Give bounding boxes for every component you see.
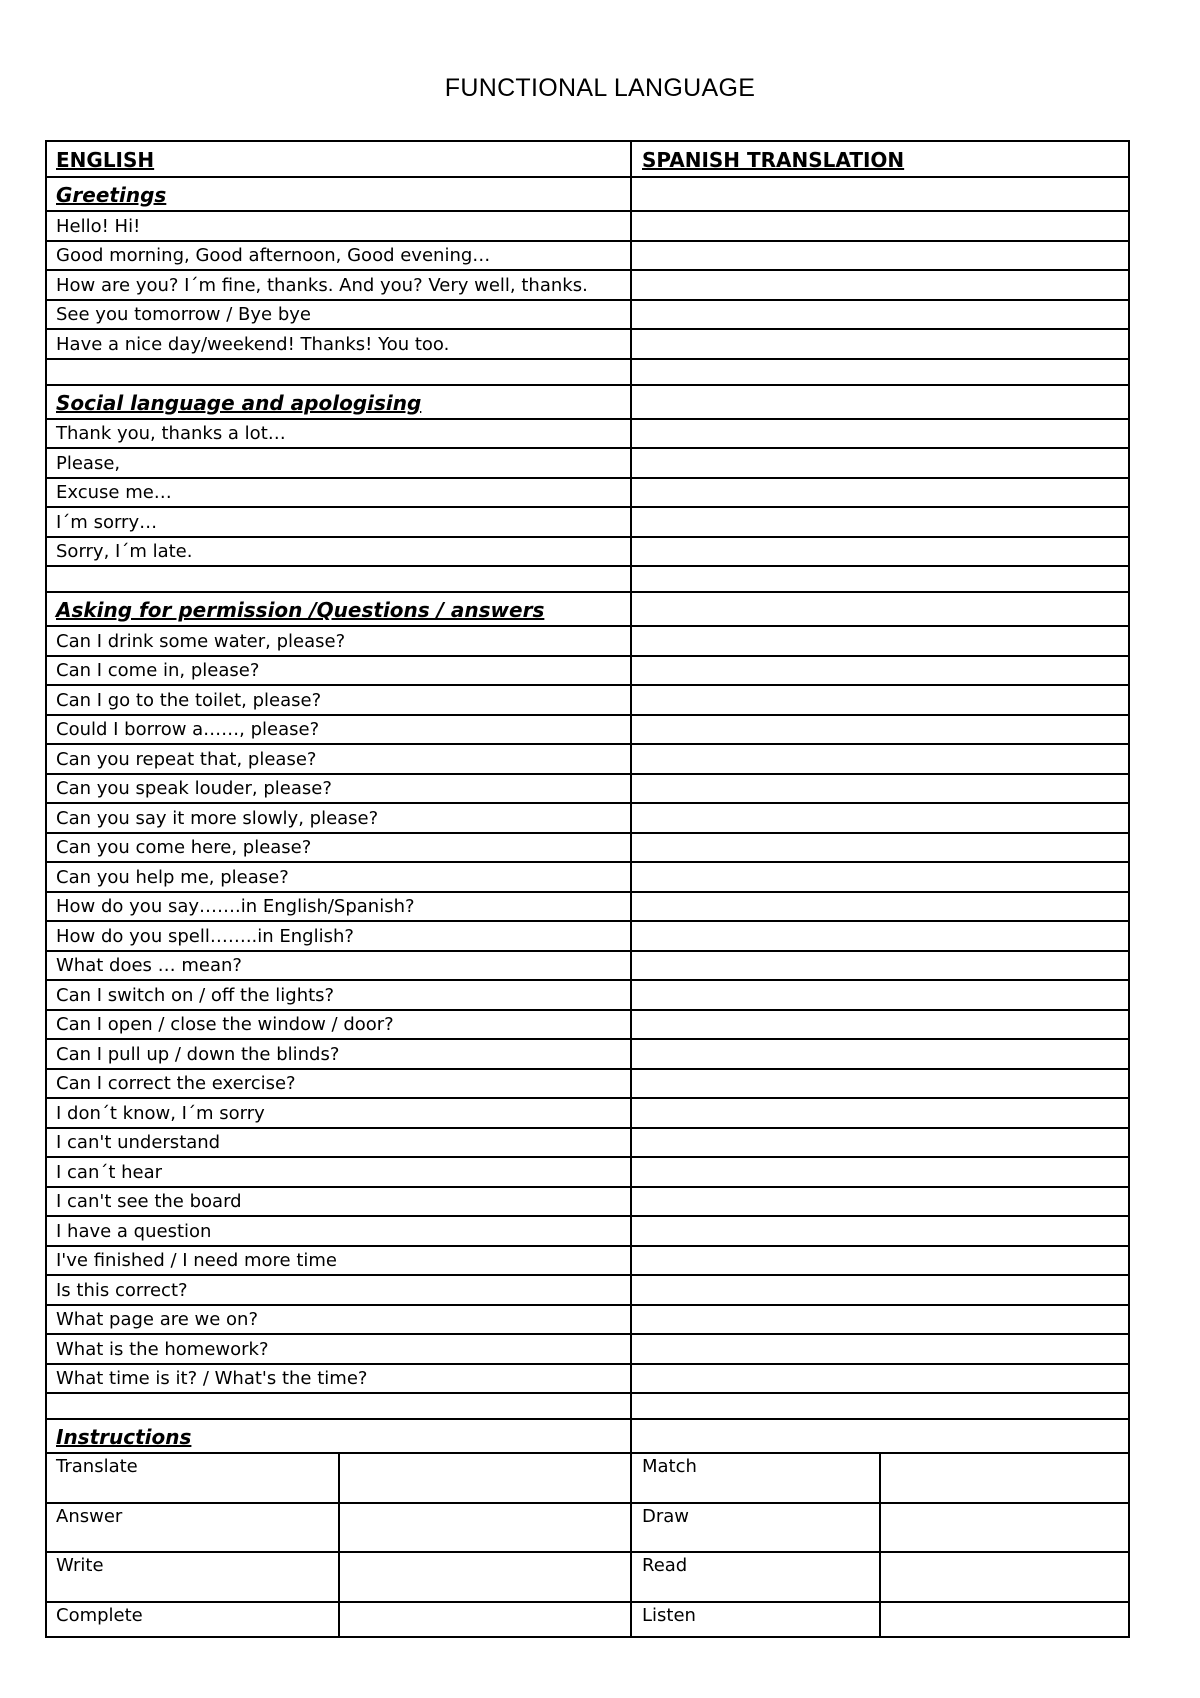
translation-cell[interactable] [632,538,1128,566]
section-heading-row [47,1420,1128,1454]
translation-cell[interactable] [632,1099,1128,1127]
instruction-row [47,1504,1128,1554]
english-phrase: Thank you, thanks a lot… [47,420,632,448]
translation-cell[interactable] [632,893,1128,921]
phrase-row [47,271,1128,301]
translation-cell[interactable] [881,1504,1128,1552]
blank-row [47,1394,1128,1420]
instruction-word: Draw [632,1504,881,1552]
instruction-row [47,1454,1128,1504]
english-phrase: How do you say…….in English/Spanish? [47,893,632,921]
translation-cell[interactable] [632,567,1128,591]
english-phrase: How do you spell……..in English? [47,922,632,950]
phrase-row [47,1188,1128,1218]
english-phrase: Could I borrow a……, please? [47,716,632,744]
english-phrase: I can't see the board [47,1188,632,1216]
translation-cell[interactable] [632,360,1128,384]
translation-cell[interactable] [632,863,1128,891]
translation-cell[interactable] [632,804,1128,832]
translation-cell[interactable] [632,657,1128,685]
table-header-row [47,142,1128,178]
phrase-row [47,1070,1128,1100]
english-phrase [47,1394,632,1418]
translation-cell[interactable] [632,834,1128,862]
english-phrase: I can't understand [47,1129,632,1157]
translation-cell[interactable] [632,593,1128,625]
phrase-row [47,716,1128,746]
translation-cell[interactable] [632,922,1128,950]
translation-cell[interactable] [340,1553,632,1601]
translation-cell[interactable] [632,952,1128,980]
phrase-row [47,1306,1128,1336]
english-phrase: What page are we on? [47,1306,632,1334]
phrase-row [47,212,1128,242]
translation-cell[interactable] [632,1394,1128,1418]
translation-cell[interactable] [340,1603,632,1636]
english-phrase: Can you say it more slowly, please? [47,804,632,832]
english-phrase: What does … mean? [47,952,632,980]
translation-cell[interactable] [632,386,1128,418]
translation-cell[interactable] [881,1553,1128,1601]
english-phrase [47,360,632,384]
translation-cell[interactable] [632,716,1128,744]
english-phrase: I have a question [47,1217,632,1245]
translation-cell[interactable] [632,479,1128,507]
translation-cell[interactable] [340,1504,632,1552]
vocabulary-table [45,140,1130,1638]
english-phrase [47,567,632,591]
english-phrase: Can you repeat that, please? [47,745,632,773]
english-phrase: I can´t hear [47,1158,632,1186]
translation-cell[interactable] [632,686,1128,714]
instruction-word: Match [632,1454,881,1502]
translation-cell[interactable] [340,1454,632,1502]
translation-cell[interactable] [632,212,1128,240]
translation-cell[interactable] [632,1217,1128,1245]
section-heading-row [47,593,1128,627]
phrase-row [47,330,1128,360]
instruction-row [47,1603,1128,1636]
english-phrase: Can you help me, please? [47,863,632,891]
english-phrase: Can I switch on / off the lights? [47,981,632,1009]
section-heading: Social language and apologising [47,386,632,418]
phrase-row [47,1129,1128,1159]
phrase-row [47,1158,1128,1188]
english-phrase: Can I come in, please? [47,657,632,685]
translation-cell[interactable] [632,301,1128,329]
english-phrase: Can I correct the exercise? [47,1070,632,1098]
english-phrase: Excuse me… [47,479,632,507]
instruction-word: Translate [47,1454,340,1502]
phrase-row [47,745,1128,775]
phrase-row [47,1040,1128,1070]
english-phrase: I´m sorry… [47,508,632,536]
instruction-word: Listen [632,1603,881,1636]
translation-cell[interactable] [632,1158,1128,1186]
translation-cell[interactable] [632,775,1128,803]
english-phrase: I don´t know, I´m sorry [47,1099,632,1127]
english-phrase: Can I drink some water, please? [47,627,632,655]
translation-cell[interactable] [881,1454,1128,1502]
blank-row [47,567,1128,593]
phrase-row [47,301,1128,331]
translation-cell[interactable] [632,1306,1128,1334]
section-heading-row [47,178,1128,212]
english-column-header: ENGLISH [47,142,632,176]
translation-cell[interactable] [632,1070,1128,1098]
translation-cell[interactable] [632,1247,1128,1275]
english-phrase: Can you speak louder, please? [47,775,632,803]
phrase-row [47,775,1128,805]
instructions-heading: Instructions [47,1420,632,1452]
phrase-row [47,479,1128,509]
english-phrase: What is the homework? [47,1335,632,1363]
translation-cell[interactable] [632,1335,1128,1363]
translation-cell[interactable] [632,508,1128,536]
english-phrase: I've finished / I need more time [47,1247,632,1275]
translation-cell[interactable] [632,1276,1128,1304]
section-heading-row [47,386,1128,420]
phrase-row [47,922,1128,952]
translation-cell[interactable] [632,745,1128,773]
phrase-row [47,508,1128,538]
section-heading: Asking for permission /Questions / answers [47,593,632,625]
english-phrase: Have a nice day/weekend! Thanks! You too. [47,330,632,358]
phrase-row [47,686,1128,716]
phrase-row [47,1276,1128,1306]
english-phrase: Can I go to the toilet, please? [47,686,632,714]
instruction-word: Complete [47,1603,340,1636]
phrase-row [47,538,1128,568]
section-heading: Greetings [47,178,632,210]
translation-cell[interactable] [632,981,1128,1009]
phrase-row [47,834,1128,864]
translation-cell[interactable] [632,1011,1128,1039]
english-phrase: Can you come here, please? [47,834,632,862]
translation-cell[interactable] [632,1420,1128,1452]
translation-cell[interactable] [632,1188,1128,1216]
instruction-word: Read [632,1553,881,1601]
english-phrase: Please, [47,449,632,477]
page-title: FUNCTIONAL LANGUAGE [444,74,756,102]
phrase-row [47,863,1128,893]
translation-cell[interactable] [632,1365,1128,1393]
translation-cell[interactable] [632,627,1128,655]
phrase-row [47,657,1128,687]
english-phrase: Can I pull up / down the blinds? [47,1040,632,1068]
phrase-row [47,1247,1128,1277]
phrase-row [47,1217,1128,1247]
blank-row [47,360,1128,386]
translation-cell[interactable] [632,420,1128,448]
translation-cell[interactable] [632,330,1128,358]
phrase-row [47,1011,1128,1041]
instruction-row [47,1553,1128,1603]
english-phrase: How are you? I´m fine, thanks. And you? Very well, thanks. [47,271,632,299]
english-phrase: See you tomorrow / Bye bye [47,301,632,329]
instruction-word: Write [47,1553,340,1601]
phrase-row [47,952,1128,982]
phrase-row [47,804,1128,834]
translation-cell[interactable] [881,1603,1128,1636]
phrase-row [47,981,1128,1011]
phrase-row [47,1335,1128,1365]
translation-cell[interactable] [632,1040,1128,1068]
translation-cell[interactable] [632,271,1128,299]
english-phrase: Good morning, Good afternoon, Good evening… [47,242,632,270]
instruction-word: Answer [47,1504,340,1552]
phrase-row [47,1099,1128,1129]
translation-cell[interactable] [632,1129,1128,1157]
english-phrase: Is this correct? [47,1276,632,1304]
english-phrase: Sorry, I´m late. [47,538,632,566]
translation-cell[interactable] [632,242,1128,270]
phrase-row [47,627,1128,657]
phrase-row [47,449,1128,479]
translation-cell[interactable] [632,178,1128,210]
phrase-row [47,420,1128,450]
phrase-row [47,893,1128,923]
english-phrase: Hello! Hi! [47,212,632,240]
phrase-row [47,1365,1128,1395]
phrase-row [47,242,1128,272]
spanish-column-header: SPANISH TRANSLATION [642,148,905,172]
english-phrase: What time is it? / What's the time? [47,1365,632,1393]
english-phrase: Can I open / close the window / door? [47,1011,632,1039]
translation-cell[interactable] [632,449,1128,477]
